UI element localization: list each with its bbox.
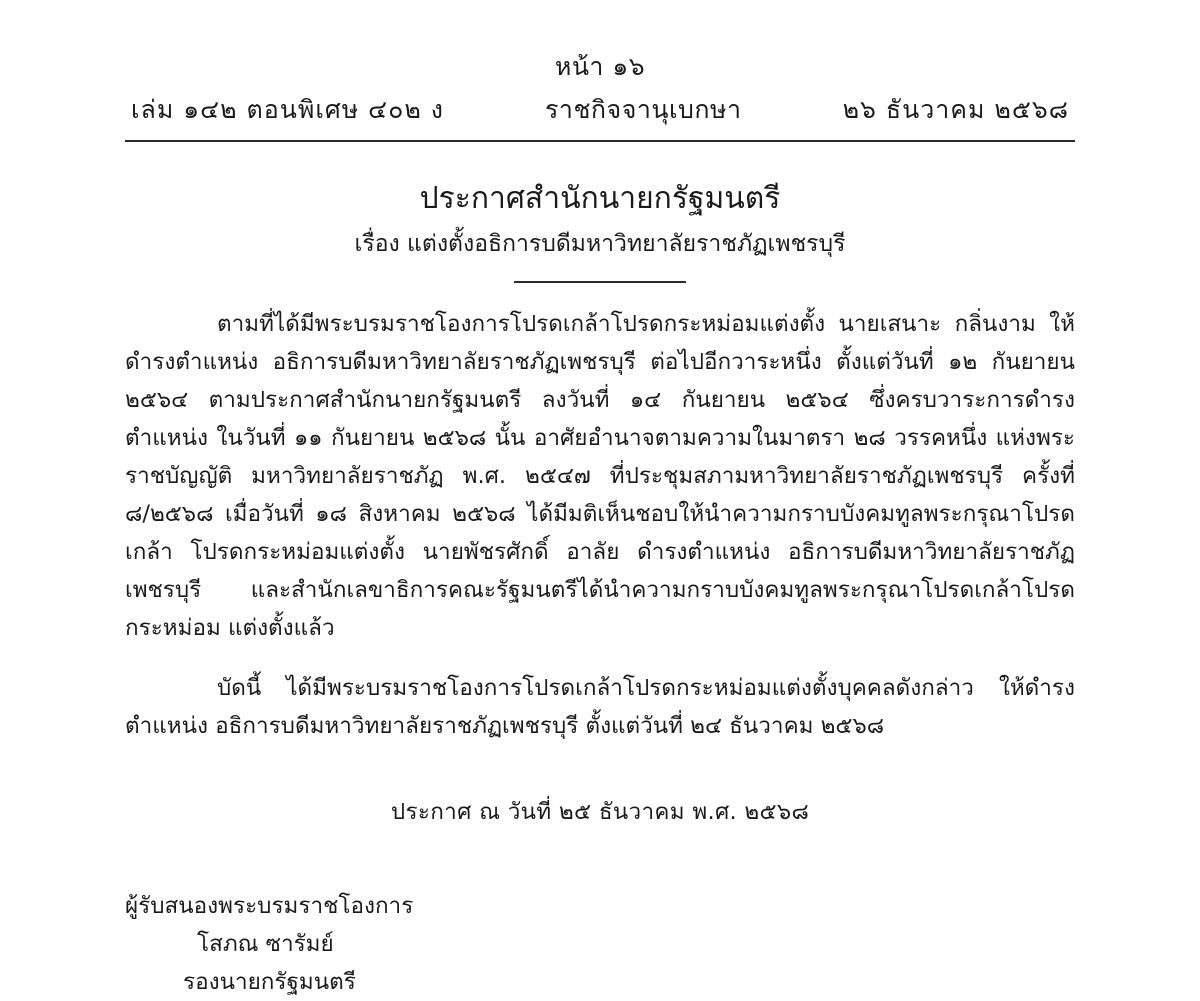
- masthead-row: [125, 90, 1075, 142]
- masthead: [125, 0, 1075, 142]
- announcement-date: ประกาศ ณ วันที่ ๒๕ ธันวาคม พ.ศ. ๒๕๖๘: [390, 799, 810, 826]
- body-paragraph-2: บัดนี้ ได้มีพระบรมราชโองการโปรดเกล้าโปรดกระหม่อมแต่งตั้งบุคคลดังกล่าว ให้ดำรงตำแหน่ง อธิการบดีมหาวิทยาลัยราชภัฏเพชรบุรี ตั้งแต่วันที่ ๒๔ ธันวาคม ๒๕๖๘: [125, 675, 1075, 740]
- countersign-label: ผู้รับสนองพระบรมราชโองการ: [125, 893, 414, 920]
- signatory-name: โสภณ ซารัมย์: [197, 931, 334, 958]
- document-body: [125, 305, 1075, 831]
- body-paragraph-1: ตามที่ได้มีพระบรมราชโองการโปรดเกล้าโปรดกระหม่อมแต่งตั้ง นายเสนาะ กลิ่นงาม ให้ดำรงตำแหน่ง อธิการบดีมหาวิทยาลัยราชภัฏเพชรบุรี ต่อไปอีกวาระหนึ่ง ตั้งแต่วันที่ ๑๒ กันยายน ๒๕๖๔ ตามประกาศสำนักนายกรัฐมนตรี ลงวันที่ ๑๔ กันยายน ๒๕๖๔ ซึ่งครบวาระการดำรงตำแหน่ง ในวันที่ ๑๑ กันยายน ๒๕๖๘ นั้น อาศัยอำนาจตามความในมาตรา ๒๘ วรรคหนึ่ง แห่งพระราชบัญญัติ มหาวิทยาลัยราชภัฏ พ.ศ. ๒๕๔๗ ที่ประชุมสภามหาวิทยาลัยราชภัฏเพชรบุรี ครั้งที่ ๘/๒๕๖๘ เมื่อวันที่ ๑๘ สิงหาคม ๒๕๖๘ ได้มีมติเห็นชอบให้นำความกราบบังคมทูลพระกรุณาโปรดเกล้า โปรดกระหม่อมแต่งตั้ง นายพัชรศักดิ์ อาลัย ดำรงตำแหน่ง อธิการบดีมหาวิทยาลัยราชภัฏเพชรบุรี และสำนักเลขาธิการคณะรัฐมนตรีได้นำความกราบบังคมทูลพระกรุณาโปรดเกล้าโปรดกระหม่อม แต่งตั้งแล้ว: [125, 311, 1075, 642]
- signature-block: [125, 887, 1075, 1001]
- document-title: ประกาศสำนักนายกรัฐมนตรี: [419, 181, 781, 216]
- title-block: [125, 180, 1075, 283]
- page-number: หน้า ๑๖: [554, 52, 646, 81]
- signatory-position: รองนายกรัฐมนตรี: [183, 969, 356, 996]
- volume-issue: เล่ม ๑๔๒ ตอนพิเศษ ๔๐๒ ง: [131, 95, 444, 124]
- document-subject: เรื่อง แต่งตั้งอธิการบดีมหาวิทยาลัยราชภัฏเพชรบุรี: [354, 230, 846, 257]
- gazette-name: ราชกิจจานุเบกษา: [544, 95, 742, 124]
- publication-date: ๒๖ ธันวาคม ๒๕๖๘: [842, 95, 1069, 124]
- title-divider: [514, 281, 686, 283]
